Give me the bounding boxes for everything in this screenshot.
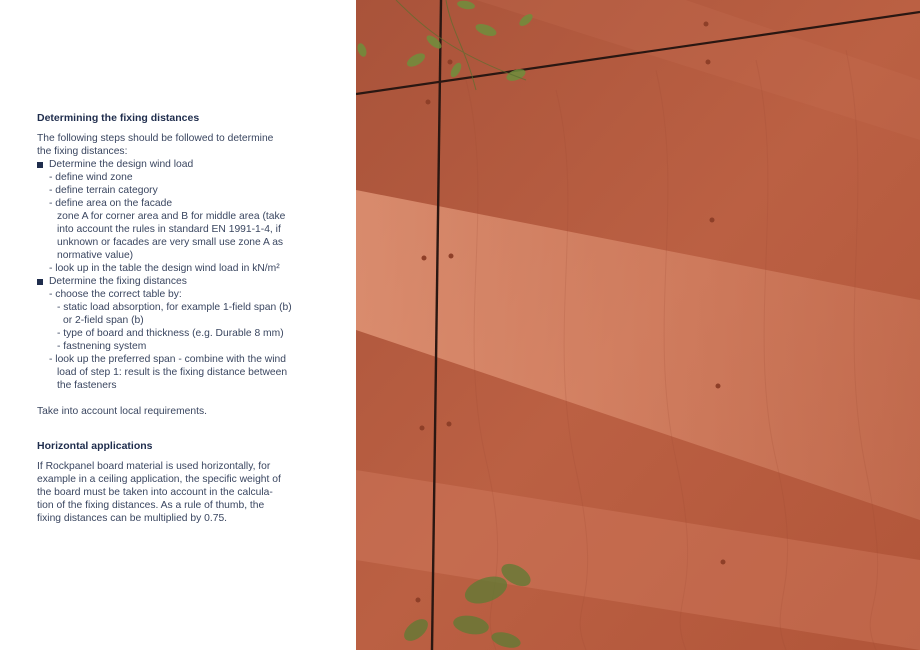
lookup-line: - look up in the table the design wind load in kN/m² xyxy=(49,263,280,274)
square-bullet-icon xyxy=(37,162,43,168)
horizontal-heading: Horizontal applications xyxy=(37,440,153,452)
zone-line: unknown or facades are very small use zone A as xyxy=(57,237,284,248)
square-bullet-icon xyxy=(37,279,43,285)
step-2-title: Determine the fixing distances xyxy=(49,276,187,287)
choose-line: - choose the correct table by: xyxy=(49,289,182,300)
fixing-heading: Determining the fixing distances xyxy=(37,112,200,124)
step-line: - define area on the facade xyxy=(49,198,173,209)
facade-photo xyxy=(356,0,920,650)
static-line: or 2-field span (b) xyxy=(63,315,144,326)
static-line: - static load absorption, for example 1-field span (b) xyxy=(57,302,292,313)
horizontal-line: tion of the fixing distances. As a rule of thumb, the xyxy=(37,500,265,511)
fastening-line: - fastnening system xyxy=(57,341,147,352)
zone-line: zone A for corner area and B for middle area (take xyxy=(57,211,286,222)
step-1-title: Determine the design wind load xyxy=(49,159,194,170)
intro-line: the fixing distances: xyxy=(37,146,128,157)
local-requirements: Take into account local requirements. xyxy=(37,406,207,417)
text-column xyxy=(37,112,312,525)
step-line: - define terrain category xyxy=(49,185,158,196)
horizontal-line: If Rockpanel board material is used horizontally, for xyxy=(37,461,271,472)
horizontal-line: fixing distances can be multiplied by 0.75. xyxy=(37,513,228,524)
preferred-line: the fasteners xyxy=(57,380,117,391)
zone-line: normative value) xyxy=(57,250,134,261)
zone-line: into account the rules in standard EN 1991-1-4, if xyxy=(57,224,281,235)
step-line: - define wind zone xyxy=(49,172,133,183)
horizontal-line: the board must be taken into account in the calcula- xyxy=(37,487,273,498)
horizontal-line: example in a ceiling application, the specific weight of xyxy=(37,474,281,485)
bullet-step-2 xyxy=(37,275,312,288)
facade-panel-illustration xyxy=(356,0,920,650)
preferred-line: - look up the preferred span - combine with the wind xyxy=(49,354,286,365)
preferred-line: load of step 1: result is the fixing distance between xyxy=(57,367,288,378)
bullet-step-1 xyxy=(37,158,312,171)
intro-line: The following steps should be followed to determine xyxy=(37,133,274,144)
type-line: - type of board and thickness (e.g. Durable 8 mm) xyxy=(57,328,284,339)
